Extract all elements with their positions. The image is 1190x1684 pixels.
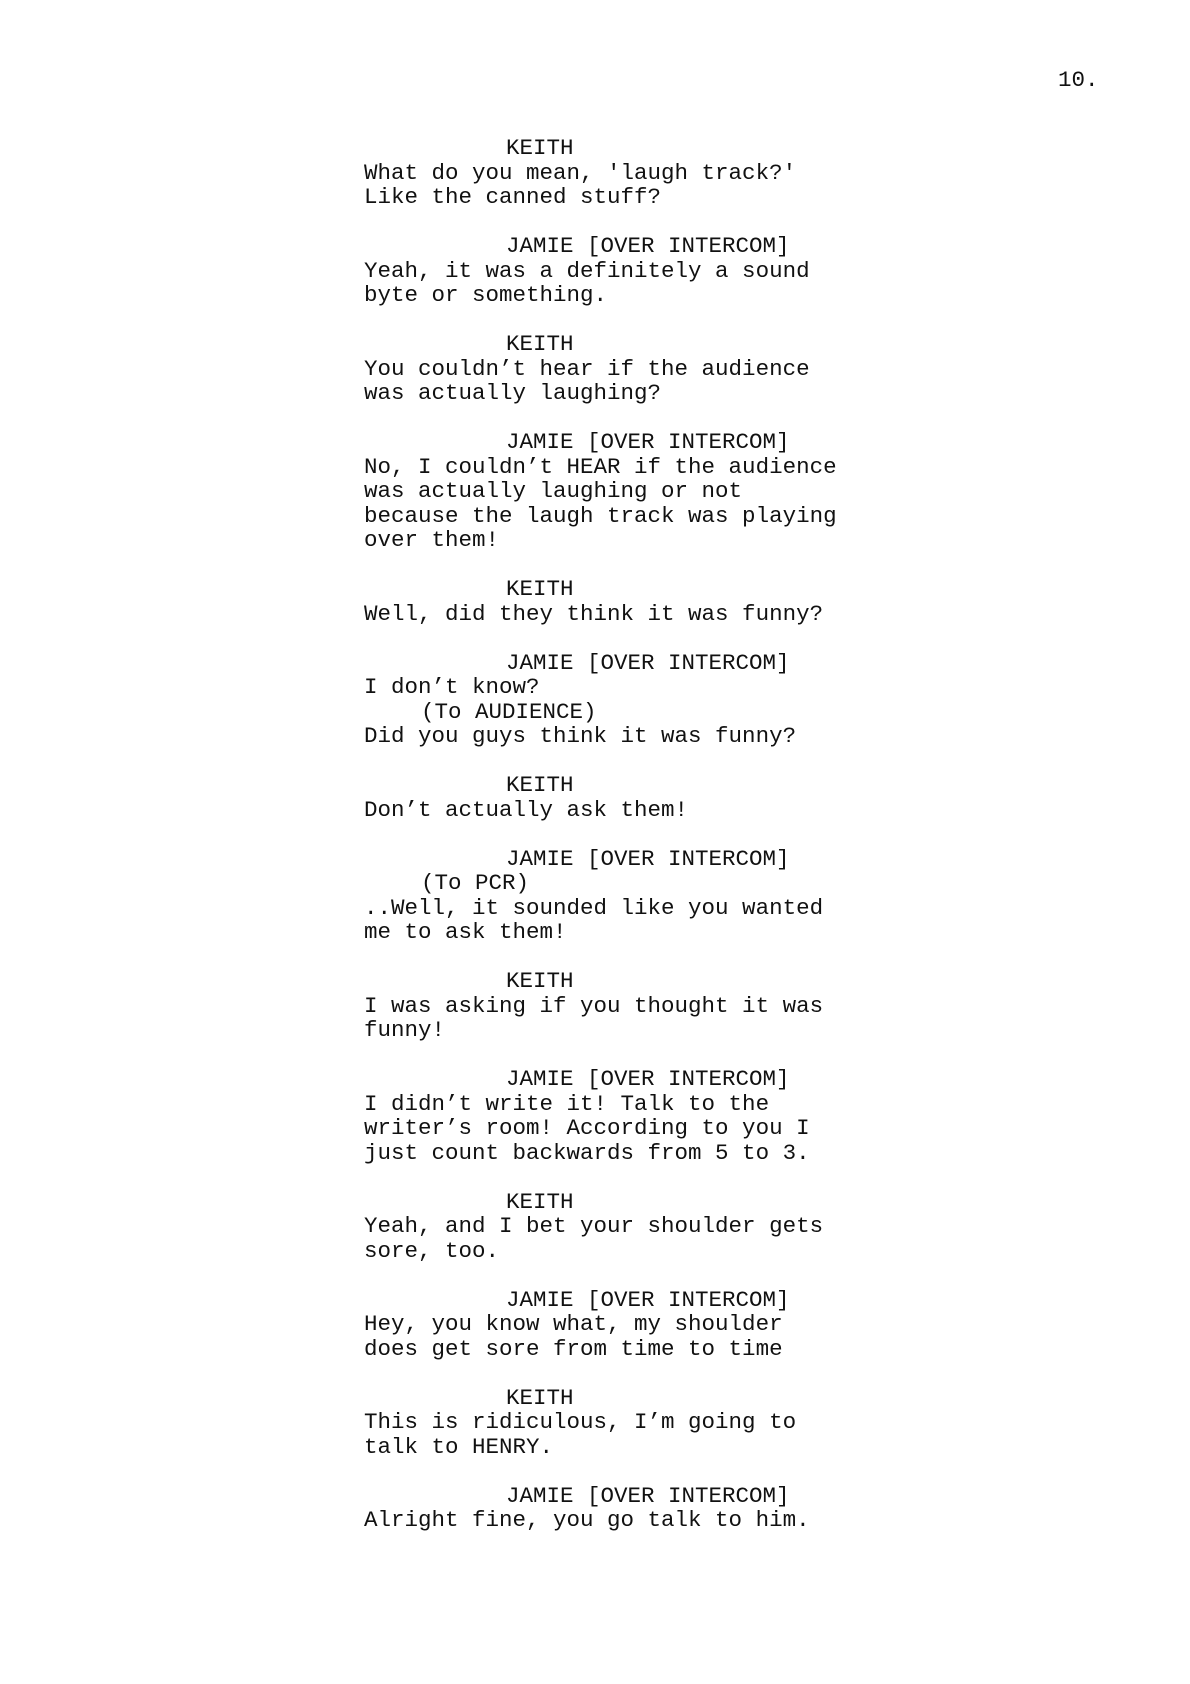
character-name: JAMIE [OVER INTERCOM] xyxy=(506,1482,790,1509)
dialogue-line: I don’t know? xyxy=(364,674,540,700)
dialogue-line: Well, did they think it was funny? xyxy=(364,600,824,627)
dialogue-line: sore, too. xyxy=(364,1237,500,1264)
dialogue-line: because the laugh track was playing xyxy=(364,502,837,529)
dialogue-block xyxy=(364,773,924,822)
dialogue-block xyxy=(364,332,924,406)
character-name: KEITH xyxy=(506,1188,574,1215)
dialogue-block xyxy=(364,430,924,553)
dialogue-line: just count backwards from 5 to 3. xyxy=(364,1139,810,1166)
dialogue-block xyxy=(364,136,924,210)
character-name: JAMIE [OVER INTERCOM] xyxy=(506,429,790,455)
dialogue-block xyxy=(364,234,924,308)
dialogue-line: writer’s room! According to you I xyxy=(364,1115,810,1141)
dialogue-line: This is ridiculous, I’m going to xyxy=(364,1409,797,1435)
dialogue-block xyxy=(364,577,924,626)
dialogue-line: talk to HENRY. xyxy=(364,1433,554,1460)
character-name: KEITH xyxy=(506,576,574,602)
dialogue-line: byte or something. xyxy=(364,282,608,308)
dialogue-line: Yeah, it was a definitely a sound xyxy=(364,257,810,284)
character-name: JAMIE [OVER INTERCOM] xyxy=(506,1066,790,1092)
dialogue-line: I didn’t write it! Talk to the xyxy=(364,1090,770,1117)
dialogue-block xyxy=(364,969,924,1043)
dialogue-line: ..Well, it sounded like you wanted xyxy=(364,894,824,921)
dialogue-line: You couldn’t hear if the audience xyxy=(364,355,810,382)
dialogue-block xyxy=(364,847,924,945)
dialogue-line: was actually laughing? xyxy=(364,380,662,406)
dialogue-line: does get sore from time to time xyxy=(364,1335,783,1362)
dialogue-block xyxy=(364,1386,924,1460)
dialogue-line: over them! xyxy=(364,527,500,553)
dialogue-line: Did you guys think it was funny? xyxy=(364,723,797,749)
dialogue-line: Hey, you know what, my shoulder xyxy=(364,1311,783,1337)
dialogue-line: No, I couldn’t HEAR if the audience xyxy=(364,453,837,480)
dialogue-line: I was asking if you thought it was xyxy=(364,992,824,1019)
page-number: 10. xyxy=(1058,67,1099,93)
dialogue-block xyxy=(364,1484,924,1533)
dialogue-block xyxy=(364,1067,924,1165)
parenthetical: (To PCR) xyxy=(421,870,530,896)
dialogue-line: funny! xyxy=(364,1017,446,1043)
dialogue-block xyxy=(364,651,924,749)
character-name: KEITH xyxy=(506,135,574,161)
dialogue-line: me to ask them! xyxy=(364,919,567,945)
dialogue-line: Yeah, and I bet your shoulder gets xyxy=(364,1213,824,1239)
dialogue-block xyxy=(364,1288,924,1362)
screenplay-body xyxy=(364,136,924,1557)
character-name: KEITH xyxy=(506,331,574,357)
character-name: KEITH xyxy=(506,1384,574,1411)
character-name: JAMIE [OVER INTERCOM] xyxy=(506,1286,790,1313)
dialogue-line: What do you mean, 'laugh track?' xyxy=(364,159,797,186)
character-name: KEITH xyxy=(506,772,574,798)
character-name: JAMIE [OVER INTERCOM] xyxy=(506,233,790,259)
dialogue-block xyxy=(364,1190,924,1264)
dialogue-line: Alright fine, you go talk to him. xyxy=(364,1507,810,1533)
dialogue-line: was actually laughing or not xyxy=(364,478,743,504)
parenthetical: (To AUDIENCE) xyxy=(421,698,597,725)
character-name: JAMIE [OVER INTERCOM] xyxy=(506,845,790,872)
character-name: JAMIE [OVER INTERCOM] xyxy=(506,649,790,676)
character-name: KEITH xyxy=(506,968,574,994)
dialogue-line: Don’t actually ask them! xyxy=(364,796,689,823)
dialogue-line: Like the canned stuff? xyxy=(364,184,662,210)
